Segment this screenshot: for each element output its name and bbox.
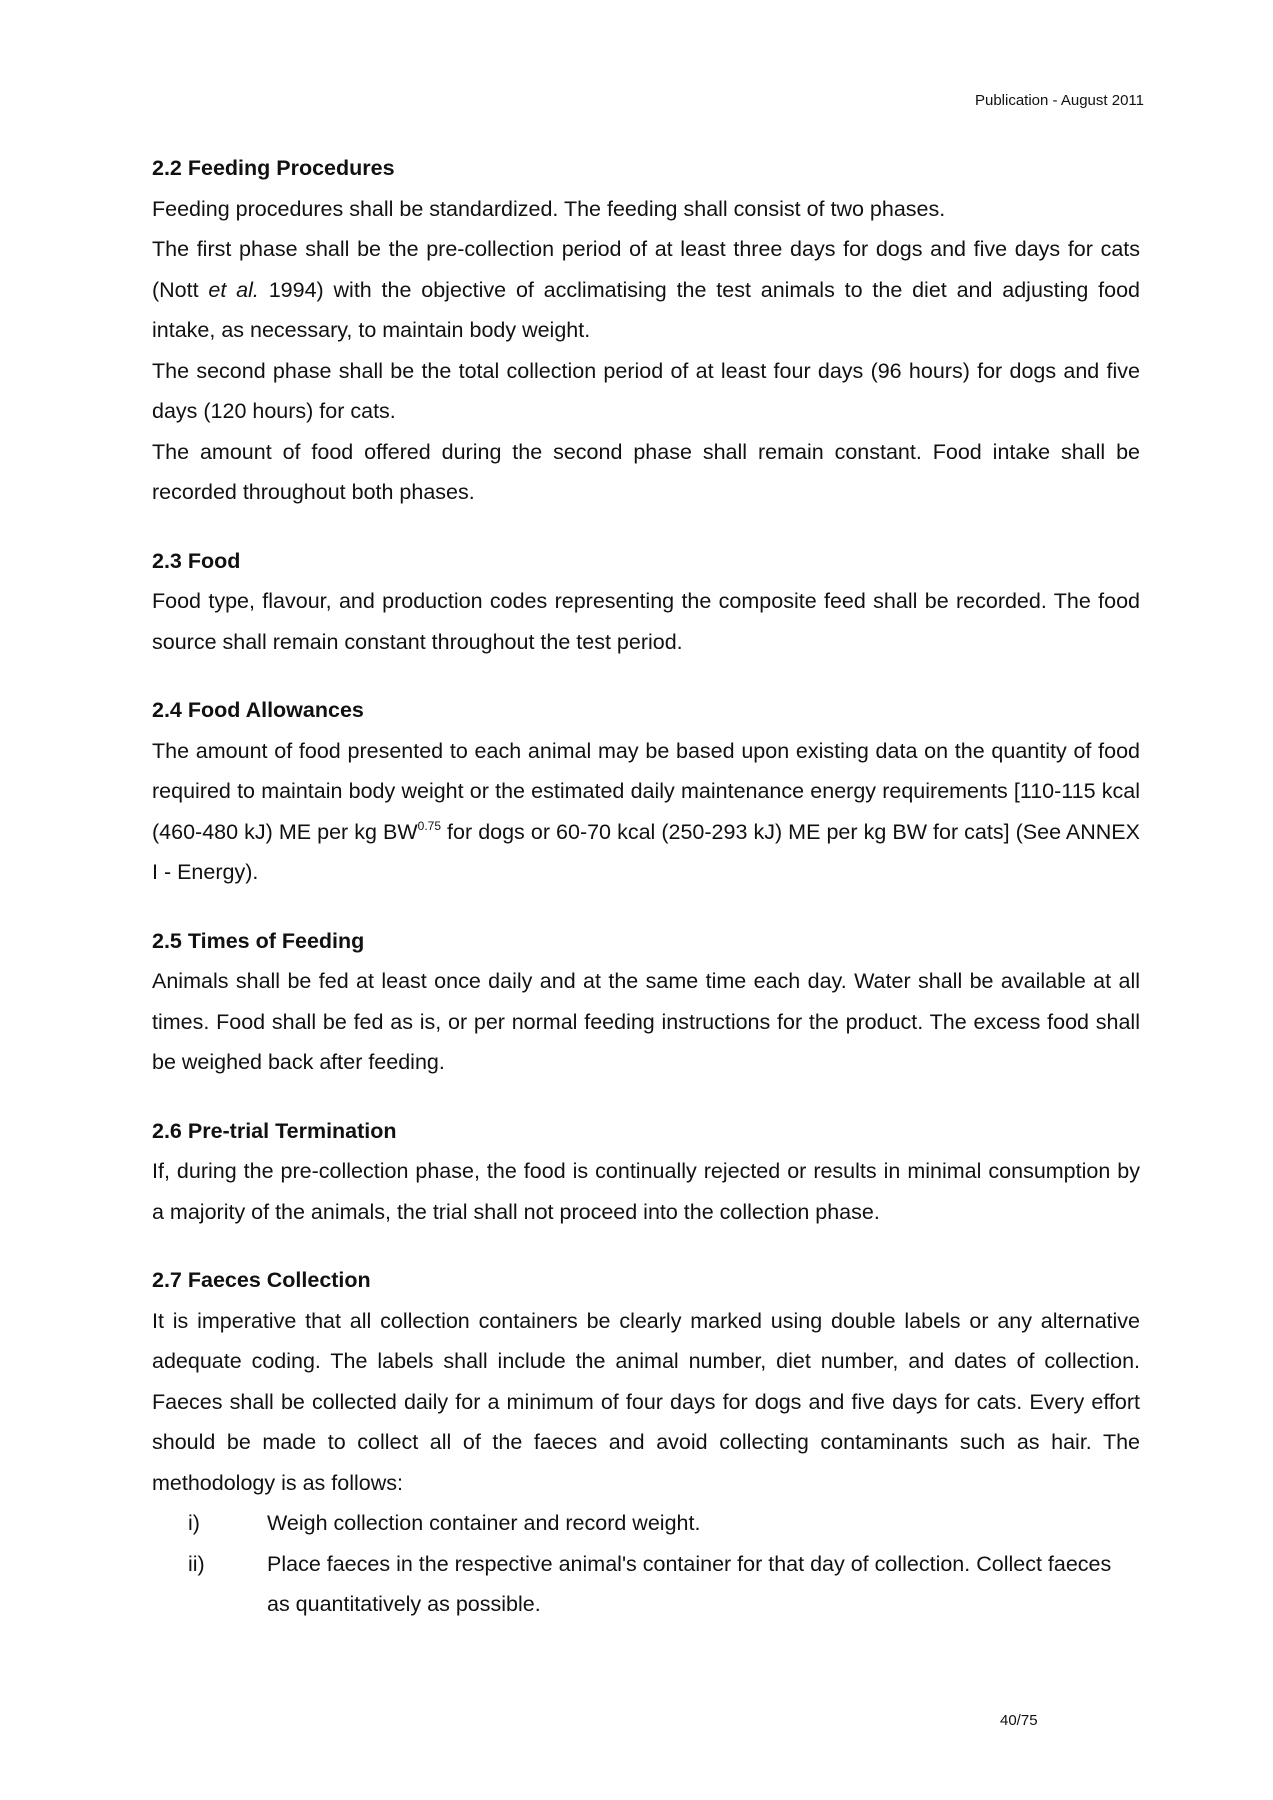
- paragraph: Food type, flavour, and production codes representing the composite feed shall be recorded. The food source shall remain constant throughout the test period.: [152, 589, 1140, 654]
- text-run: The first phase shall be the pre-collection period of at least three days for dogs and five days for cats (Nott: [152, 237, 1140, 302]
- paragraph: The amount of food offered during the second phase shall remain constant. Food intake shall be recorded throughout both phases.: [152, 439, 1140, 504]
- paragraph: [152, 229, 1140, 351]
- page-header: Publication - August 2011: [974, 92, 1144, 109]
- text-run: The amount of food presented to each animal may be based upon existing data on the quantity of food required to maintain body weight or the estimated daily maintenance energy requirements [110-115 kcal (460-480 kJ) ME per kg BW: [152, 738, 1140, 844]
- section-heading: 2.3 Food: [152, 548, 241, 573]
- paragraph: Animals shall be fed at least once daily and at the same time each day. Water shall be available at all times. Food shall be fed as is, or per normal feeding instructions for the product. The excess food shall be weighed back after feeding.: [152, 969, 1140, 1074]
- page-number: 40/75: [1000, 1712, 1038, 1729]
- paragraph: Feeding procedures shall be standardized. The feeding shall consist of two phases.: [152, 196, 946, 221]
- section-pre-trial-termination: [152, 1111, 1140, 1233]
- text-run-italic: et al.: [208, 277, 259, 302]
- section-food-allowances: [152, 690, 1140, 893]
- document-body: [152, 148, 1140, 1653]
- methodology-list: [152, 1503, 1140, 1625]
- section-times-of-feeding: [152, 921, 1140, 1083]
- text-run: for dogs or 60-70 kcal (250-293 kJ) ME per kg BW for cats] (See ANNEX I - Energy).: [152, 819, 1140, 884]
- section-heading: 2.2 Feeding Procedures: [152, 156, 395, 180]
- paragraph: If, during the pre-collection phase, the food is continually rejected or results in minimal consumption by a majority of the animals, the trial shall not proceed into the collection phase.: [152, 1159, 1140, 1224]
- section-heading: 2.5 Times of Feeding: [152, 928, 365, 953]
- section-food: [152, 541, 1140, 663]
- section-heading: 2.7 Faeces Collection: [152, 1268, 371, 1292]
- list-item: [152, 1503, 1140, 1544]
- section-feeding-procedures: [152, 148, 1140, 513]
- paragraph: It is imperative that all collection containers be clearly marked using double labels or any alternative adequate coding. The labels shall include the animal number, diet number, and dates of collection. Faeces shall be collected daily for a minimum of four days for dogs and five days for cats. Every effort should be made to collect all of the faeces and avoid collecting contaminants such as hair. The methodology is as follows:: [152, 1308, 1140, 1495]
- paragraph: [152, 731, 1140, 893]
- section-heading: 2.6 Pre-trial Termination: [152, 1118, 397, 1143]
- paragraph: The second phase shall be the total collection period of at least four days (96 hours) for dogs and five days (120 hours) for cats.: [152, 358, 1140, 423]
- list-item: [152, 1544, 1140, 1625]
- list-text: Place faeces in the respective animal's container for that day of collection. Collect faeces as quantitatively as possible.: [267, 1551, 1112, 1616]
- text-run: 1994) with the objective of acclimatising the test animals to the diet and adjusting food intake, as necessary, to maintain body weight.: [152, 277, 1140, 342]
- superscript: 0.75: [417, 818, 441, 833]
- list-number: i): [188, 1511, 200, 1535]
- section-faeces-collection: [152, 1260, 1140, 1625]
- section-heading: 2.4 Food Allowances: [152, 698, 364, 722]
- list-text: Weigh collection container and record weight.: [267, 1511, 701, 1535]
- list-number: ii): [188, 1551, 205, 1576]
